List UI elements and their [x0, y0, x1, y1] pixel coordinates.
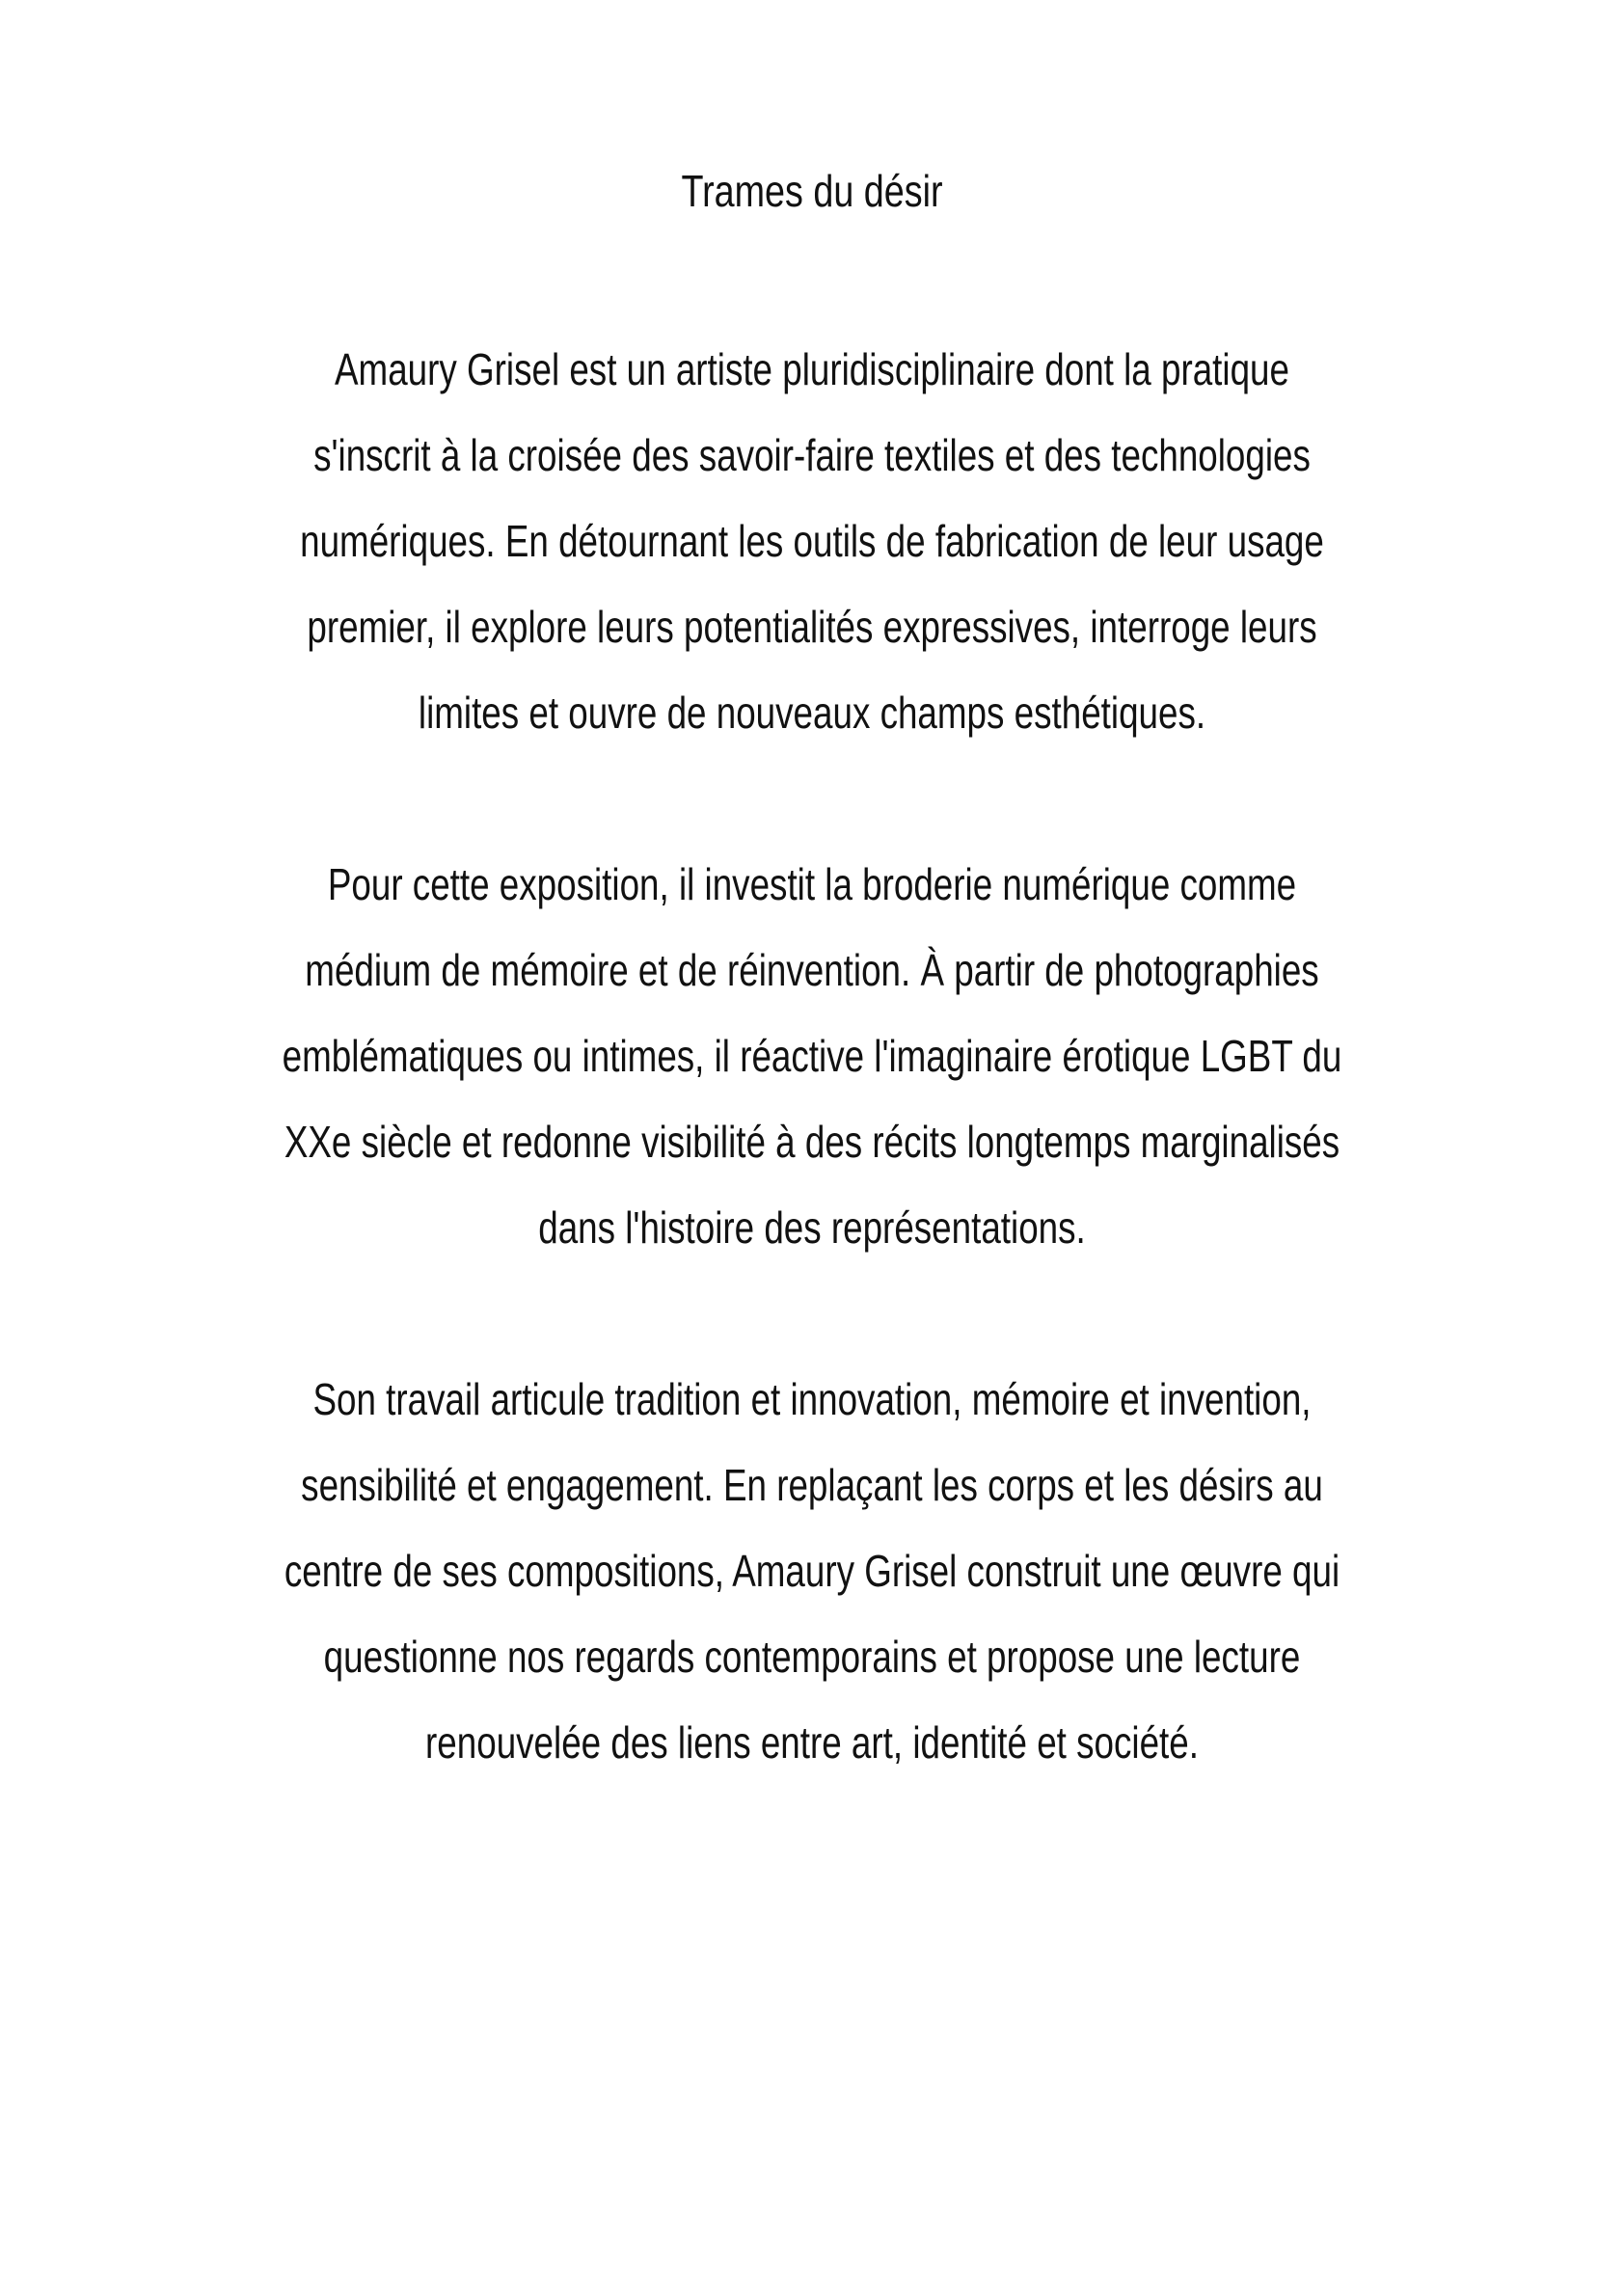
document-title: Trames du désir [681, 166, 943, 216]
paragraph-line: questionne nos regards contemporains et propose une lecture [323, 1632, 1301, 1682]
paragraph-line: numériques. En détournant les outils de fabrication de leur usage [300, 516, 1324, 566]
paragraph-line: limites et ouvre de nouveaux champs esthétiques. [418, 688, 1206, 738]
paragraph-exhibition [0, 842, 1624, 1271]
paragraph-line: premier, il explore leurs potentialités expressives, interroge leurs [307, 602, 1317, 652]
paragraph-line: s'inscrit à la croisée des savoir-faire textiles et des technologies [313, 430, 1311, 480]
paragraph-line: sensibilité et engagement. En replaçant les corps et les désirs au [301, 1460, 1323, 1510]
paragraph-line: centre de ses compositions, Amaury Grisel construit une œuvre qui [284, 1546, 1340, 1596]
paragraph-line: Son travail articule tradition et innovation, mémoire et invention, [312, 1374, 1312, 1424]
paragraph-work [0, 1357, 1624, 1786]
paragraph-line: emblématiques ou intimes, il réactive l'imaginaire érotique LGBT du [282, 1031, 1342, 1081]
paragraph-line: XXe siècle et redonne visibilité à des récits longtemps marginalisés [284, 1117, 1340, 1167]
paragraph-artist-intro [0, 327, 1624, 756]
paragraph-line: Pour cette exposition, il investit la broderie numérique comme [327, 859, 1297, 909]
paragraph-line: dans l'histoire des représentations. [538, 1202, 1086, 1253]
paragraph-line: renouvelée des liens entre art, identité et société. [425, 1717, 1199, 1768]
paragraph-line: médium de mémoire et de réinvention. À partir de photographies [305, 945, 1319, 995]
paragraph-line: Amaury Grisel est un artiste pluridisciplinaire dont la pratique [335, 344, 1289, 394]
